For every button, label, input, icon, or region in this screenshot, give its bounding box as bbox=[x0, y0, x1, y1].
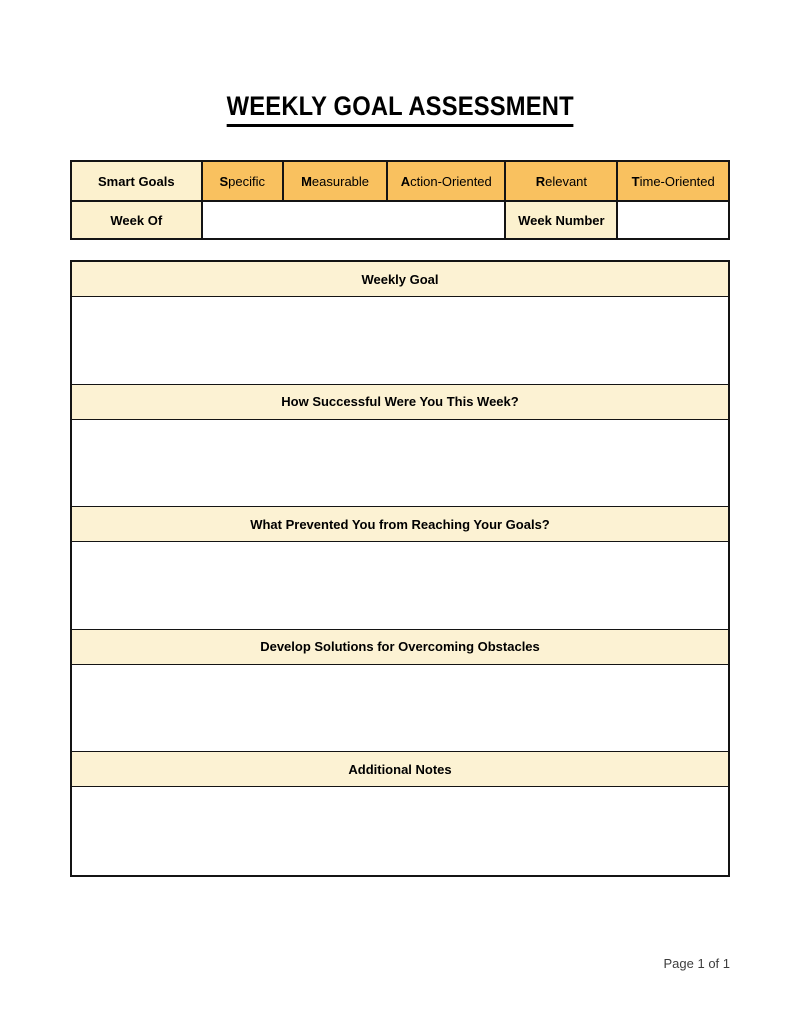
header-cell-action-oriented bbox=[386, 162, 504, 200]
section-body-develop-solutions[interactable] bbox=[72, 665, 728, 753]
smart-initial-a: A bbox=[400, 173, 411, 189]
assessment-table bbox=[70, 260, 730, 877]
section-header-weekly-goal: Weekly Goal bbox=[72, 262, 728, 297]
smart-rest-relevant: elevant bbox=[545, 173, 588, 189]
section-header-how-successful: How Successful Were You This Week? bbox=[72, 385, 728, 420]
header-cell-relevant bbox=[504, 162, 616, 200]
smart-rest-measurable: easurable bbox=[311, 173, 370, 189]
smart-initial-s: S bbox=[219, 173, 229, 189]
title-bar bbox=[0, 91, 800, 127]
header-cell-smart-goals: Smart Goals bbox=[72, 162, 201, 200]
section-header-develop-solutions: Develop Solutions for Overcoming Obstacles bbox=[72, 630, 728, 665]
page-number: Page 1 of 1 bbox=[663, 956, 730, 971]
smart-initial-t: T bbox=[631, 173, 640, 189]
smart-rest-time-oriented: ime-Oriented bbox=[639, 173, 715, 189]
section-body-how-successful[interactable] bbox=[72, 420, 728, 508]
smart-rest-action-oriented: ction-Oriented bbox=[410, 173, 492, 189]
smart-initial-r: R bbox=[535, 173, 546, 189]
header-cell-specific bbox=[201, 162, 282, 200]
week-of-input-cell[interactable] bbox=[201, 200, 505, 238]
smart-initial-m: M bbox=[301, 173, 312, 189]
week-number-label-cell: Week Number bbox=[504, 200, 616, 238]
section-header-additional-notes: Additional Notes bbox=[72, 752, 728, 787]
section-body-weekly-goal[interactable] bbox=[72, 297, 728, 385]
header-cell-time-oriented bbox=[616, 162, 728, 200]
header-cell-measurable bbox=[282, 162, 386, 200]
week-number-input-cell[interactable] bbox=[616, 200, 728, 238]
page-title: WEEKLY GOAL ASSESSMENT bbox=[226, 91, 573, 127]
smart-goals-table bbox=[70, 160, 730, 240]
week-of-label-cell: Week Of bbox=[72, 200, 201, 238]
smart-rest-specific: pecific bbox=[228, 173, 265, 189]
section-body-what-prevented[interactable] bbox=[72, 542, 728, 630]
section-header-what-prevented: What Prevented You from Reaching Your Goals? bbox=[72, 507, 728, 542]
section-body-additional-notes[interactable] bbox=[72, 787, 728, 875]
